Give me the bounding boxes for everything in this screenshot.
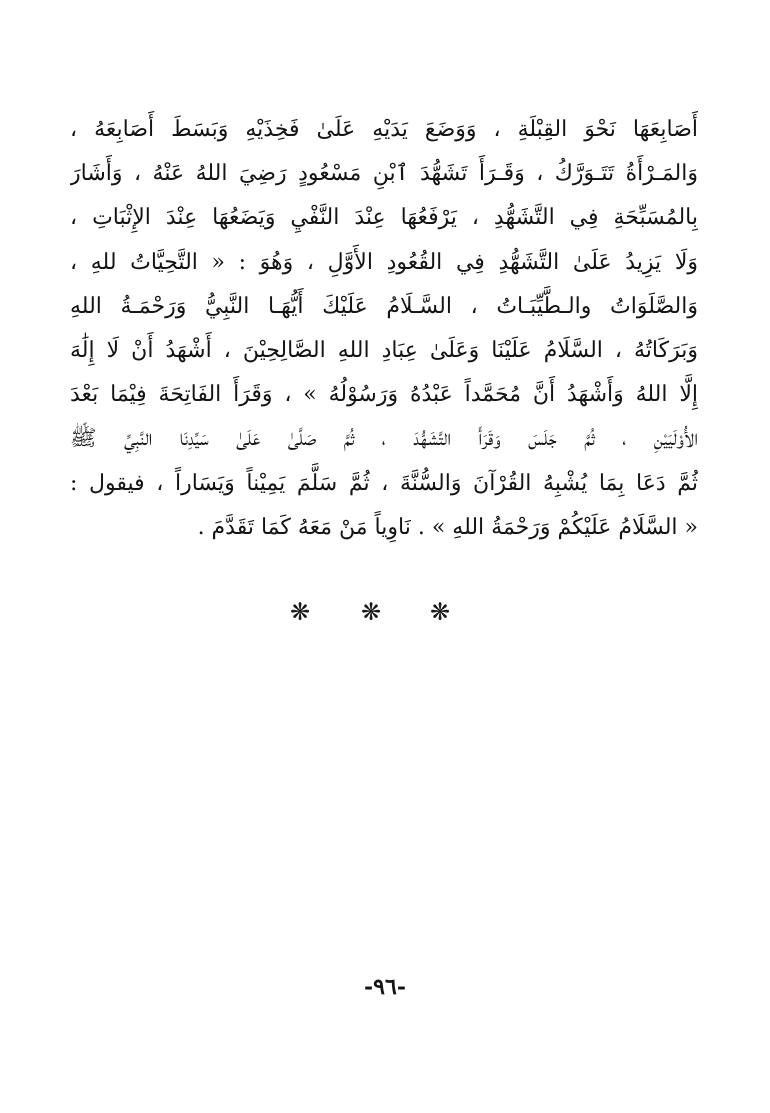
text-line: إِلَّا اللهُ وَأَشْهَدُ أَنَّ مُحَمَّداً عَبْدُهُ وَرَسُوْلُهُ » ، وَقَرَأَ الفَاتِحَةَ فِيْمَا بَعْدَ [70, 382, 698, 408]
text-line: الأُوْلَيَيْنِ ، ثُمَّ جَلَسَ وَقَرَأَ التَّشَهُّدَ ، ثُمَّ صَلَّىٰ عَلَىٰ سَيِّدِنَا النَّبِيِّ ﷺ [70, 426, 698, 452]
section-separator [0, 594, 770, 630]
text-line: وَالمَـرْأَةُ تَتَـوَرَّكُ ، وَقَـرَأَ تَشَهُّدَ ٱبْنِ مَسْعُودٍ رَضِيَ اللهُ عَنْهُ ، وَأَشَارَ [70, 161, 698, 187]
text-line: وَبَرَكَاتُهُ ، السَّلَامُ عَلَيْنَا وَعَلَىٰ عِبَادِ اللهِ الصَّالِحِيْنَ ، أَشْهَدُ أَنْ لَا إِلَٰهَ [70, 337, 698, 363]
text-line: بِالمُسَبِّحَةِ فِي التَّشَهُّدِ ، يَرْفَعُهَا عِنْدَ النَّفْيِ وَيَضَعُهَا عِنْدَ الإِثْبَاتِ ، [70, 205, 698, 231]
page-number: -٩٦- [364, 974, 406, 1000]
text-line: وَلَا يَزِيدُ عَلَىٰ التَّشَهُّدِ فِي القُعُودِ الأَوَّلِ ، وَهُوَ : « التَّحِيَّاتُ للهِ ، [70, 249, 698, 275]
text-line: « السَّلَامُ عَلَيْكُمْ وَرَحْمَةُ اللهِ » . نَاوِياً مَنْ مَعَهُ كَمَا تَقَدَّمَ . [197, 514, 698, 540]
text-line: ثُمَّ دَعَا بِمَا يُشْبِهُ القُرْآنَ وَالسُّنَّةَ ، ثُمَّ سَلَّمَ يَمِيْناً وَيَسَاراً ، فيقول : [70, 470, 698, 496]
asterism-ornament-icon: ❋ [361, 598, 382, 626]
text-line: أَصَابِعَهَا نَحْوَ القِبْلَةِ ، وَوَضَعَ يَدَيْهِ عَلَىٰ فَخِذَيْهِ وَبَسَطَ أَصَابِعَهُ ، [70, 117, 698, 142]
asterism-ornament-icon: ❋ [290, 598, 311, 626]
text-line: وَالصَّلَوَاتُ والـطَّيِّبَـاتُ ، السَّـلَامُ عَلَيْكَ أَيُّهَـا النَّبِيُّ وَرَحْمَـةُ اللهِ [70, 293, 698, 319]
asterism-ornament-icon: ❋ [430, 598, 451, 626]
body-text [70, 108, 698, 550]
